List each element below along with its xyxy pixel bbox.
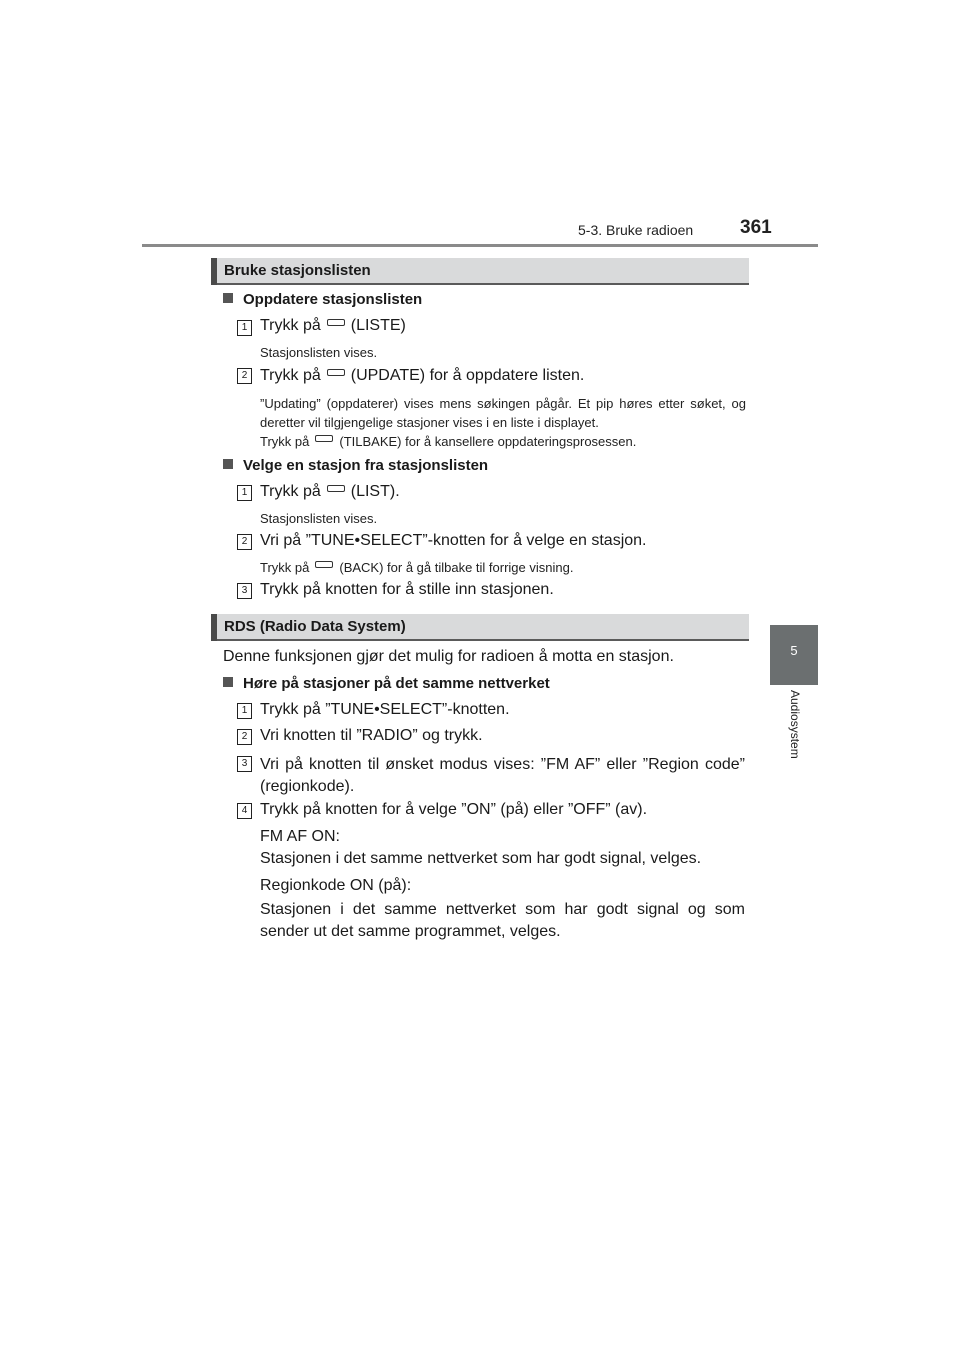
subheading-network (223, 675, 550, 692)
note-pre: Trykk på (260, 434, 310, 449)
subheading-select (223, 457, 488, 474)
note-post: (TILBAKE) for å kansellere oppdateringsprosessen. (339, 434, 637, 449)
button-icon (327, 319, 345, 326)
note (260, 560, 573, 575)
subheading-update (223, 291, 422, 308)
section-title: Bruke stasjonslisten (224, 262, 371, 279)
subheading-text: Høre på stasjoner på det samme nettverket (243, 675, 550, 692)
square-bullet-icon (223, 293, 233, 303)
step-number: 1 (237, 485, 252, 501)
chapter-label (784, 690, 804, 780)
step-number: 2 (237, 729, 252, 745)
square-bullet-icon (223, 677, 233, 687)
chapter-label-text: Audiosystem (788, 690, 802, 759)
note-post: (BACK) for å gå tilbake til forrige visning. (339, 560, 574, 575)
chapter-tab: 5 (770, 625, 818, 685)
note: Stasjonslisten vises. (260, 511, 378, 526)
step-text-pre: Trykk på (260, 317, 321, 334)
note (260, 434, 636, 449)
step-number: 1 (237, 703, 252, 719)
region-label: Regionkode ON (på): (260, 877, 412, 894)
header-section: 5-3. Bruke radioen (578, 222, 694, 238)
step-text: Vri på knotten til ønsket modus vises: ”FM AF” eller ”Region code” (regionkode). (260, 756, 745, 795)
note-pre: Trykk på (260, 560, 310, 575)
button-icon (327, 485, 345, 492)
section-header-station-list (211, 258, 749, 285)
button-icon (327, 369, 345, 376)
step-text: Vri knotten til ”RADIO” og trykk. (260, 727, 483, 744)
note: ”Updating” (oppdaterer) vises mens søkingen pågår. Et pip høres etter søket, og deretter vil tilgjengelige stasjoner vises i en liste i displayet. (260, 396, 746, 430)
button-icon (315, 435, 333, 442)
step-number: 1 (237, 320, 252, 336)
step-text-pre: Trykk på (260, 367, 321, 384)
section-title: RDS (Radio Data System) (224, 618, 406, 635)
section-header-bar (211, 614, 217, 641)
step-text-post: (LIST). (350, 483, 400, 500)
step-text (260, 367, 584, 385)
step-text (260, 317, 406, 335)
step-text: Trykk på knotten for å velge ”ON” (på) eller ”OFF” (av). (260, 801, 648, 818)
section-header-rds (211, 614, 749, 641)
step-number: 3 (237, 756, 252, 772)
subheading-text: Velge en stasjon fra stasjonslisten (243, 457, 489, 474)
region-text: Stasjonen i det samme nettverket som har godt signal og som sender ut det samme programmet, velges. (260, 901, 745, 940)
step-number: 2 (237, 368, 252, 384)
page-number: 361 (740, 217, 772, 238)
step-text-post: (UPDATE) for å oppdatere listen. (350, 367, 585, 384)
step-number: 4 (237, 803, 252, 819)
step-text (260, 483, 400, 501)
square-bullet-icon (223, 459, 233, 469)
section-header-bar (211, 258, 217, 285)
intro-paragraph: Denne funksjonen gjør det mulig for radioen å motta en stasjon. (223, 648, 674, 665)
header-rule (142, 244, 818, 247)
step-number: 2 (237, 534, 252, 550)
step-text-post: (LISTE) (350, 317, 406, 334)
step-text: Trykk på knotten for å stille inn stasjonen. (260, 581, 554, 598)
step-text: Trykk på ”TUNE•SELECT”-knotten. (260, 701, 510, 718)
fm-af-label: FM AF ON: (260, 828, 340, 845)
button-icon (315, 561, 333, 568)
fm-af-text: Stasjonen i det samme nettverket som har godt signal, velges. (260, 850, 702, 867)
step-text-pre: Trykk på (260, 483, 321, 500)
step-number: 3 (237, 583, 252, 599)
step-text: Vri på ”TUNE•SELECT”-knotten for å velge en stasjon. (260, 532, 647, 549)
note: Stasjonslisten vises. (260, 345, 378, 360)
subheading-text: Oppdatere stasjonslisten (243, 291, 423, 308)
